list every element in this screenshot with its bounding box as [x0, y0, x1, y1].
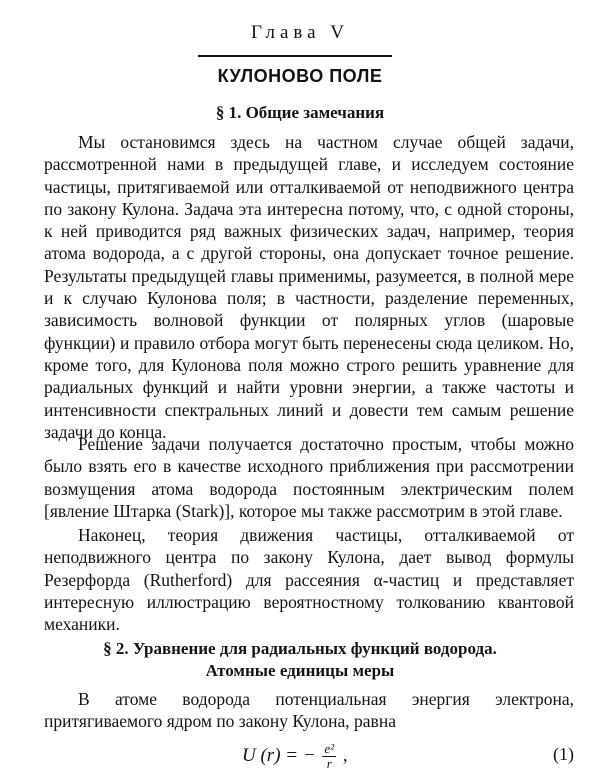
paragraph-3: [44, 524, 574, 635]
chapter-title: КУЛОНОВО ПОЛЕ: [217, 66, 383, 86]
paragraph-2: [44, 433, 574, 522]
paragraph-4: [44, 688, 574, 733]
section-2-heading-line-2: Атомные единицы меры: [205, 661, 395, 680]
equation-number: (1): [553, 744, 574, 764]
equation-1: [44, 738, 574, 774]
section-1-heading: § 1. Общие замечания: [215, 103, 385, 122]
chapter-label: Глава V: [250, 22, 350, 43]
fraction-numerator: e²: [324, 741, 335, 756]
paragraph-1: [44, 131, 574, 443]
title-divider: [198, 55, 392, 57]
equation-1-expression: [242, 742, 348, 771]
section-2-heading: [0, 638, 600, 682]
equation-fraction: [322, 742, 336, 771]
paragraph-4-text: В атоме водорода потенциальная энергия электрона, притягиваемого ядром по закону Кулона, равна: [44, 689, 574, 732]
paragraph-3-text: Наконец, теория движения частицы, отталкиваемой от неподвижного центра по закону Кулона, дает вывод формулы Резерфорда (Rutherford) для рассеяния α-частиц и представляет интересную иллюстрацию вероятностному толкованию квантовой механики.: [44, 525, 574, 635]
paragraph-1-text: Мы остановимся здесь на частном случае общей задачи, рассмотренной нами в предыдущей главе, и исследуем состояние частицы, притягиваемой или отталкиваемой от неподвижного центра по закону Кулона. Задача эта интересна потому, что, с одной стороны, к ней приводится ряд важных физических задач, например, теория атома водорода, а с другой стороны, она допускает точное решение. Результаты предыдущей главы применимы, разумеется, в полной мере и к случаю Кулонова поля; в частности, разделение переменных, зависимость волновой функции от полярных углов (шаровые функции) и правило отбора могут быть перенесены сюда целиком. Но, кроме того, для Кулонова поля можно строго решить уравнение для радиальных функций и найти уровни энергии, а также частоты и интенсивности спектральных линий и довести тем самым решение задачи до конца.: [44, 132, 574, 442]
equation-lhs: U (r) = −: [242, 744, 316, 766]
section-2-heading-line-1: § 2. Уравнение для радиальных функций водорода.: [103, 639, 497, 658]
paragraph-2-text: Решение задачи получается достаточно простым, чтобы можно было взять его в качестве исходного приближения при рассмотрении возмущения атома водорода постоянным электрическим полем [явление Штарка (Stark)], которое мы также рассмотрим в этой главе.: [44, 434, 574, 521]
fraction-denominator: r: [326, 756, 332, 771]
equation-trailing-comma: ,: [342, 744, 348, 766]
